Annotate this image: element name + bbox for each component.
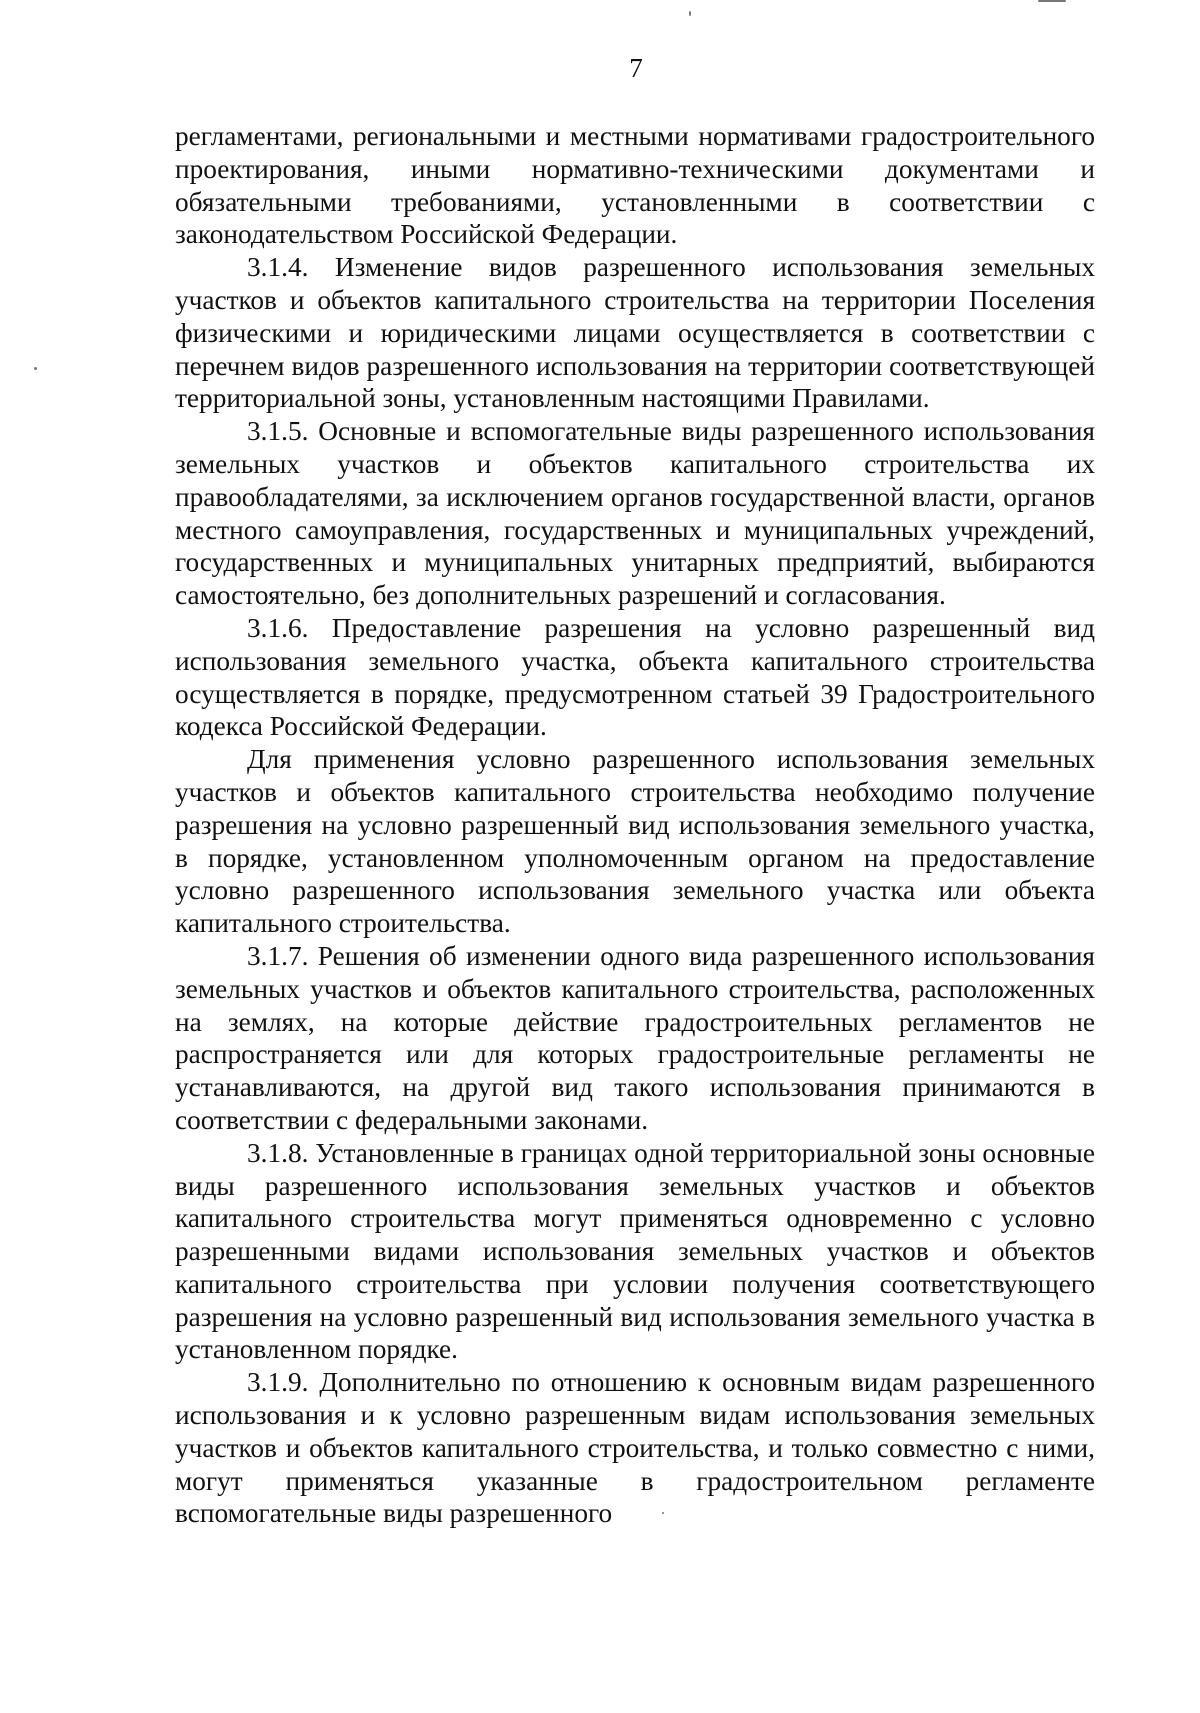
paragraph-3-1-8: 3.1.8. Установленные в границах одной территориальной зоны основные виды разрешенного использования земельных участков и объектов капитального строительства могут применяться одновременно с условно разрешенными видами использования земельных участков и объектов капитального строительства при условии получения соответствующего разрешения на условно разрешенный вид использования земельного участка в установленном порядке.	[175, 1137, 1095, 1365]
scan-speck	[662, 1512, 664, 1514]
paragraph-3-1-5: 3.1.5. Основные и вспомогательные виды разрешенного использования земельных участков и объектов капитального строительства их правообладателями, за исключением органов государственной власти, органов местного самоуправления, государственных и муниципальных учреждений, государственных и муниципальных унитарных предприятий, выбираются самостоятельно, без дополнительных разрешений и согласования.	[175, 416, 1095, 611]
paragraph-3-1-6: 3.1.6. Предоставление разрешения на условно разрешенный вид использования земельного участка, объекта капитального строительства осуществляется в порядке, предусмотренном статьей 39 Градостроительного кодекса Российской Федерации.	[175, 612, 1095, 742]
scan-speck	[689, 11, 691, 16]
paragraph-conditional-use: Для применения условно разрешенного использования земельных участков и объектов капитального строительства необходимо получение разрешения на условно разрешенный вид использования земельного участка, в порядке, установленном уполномоченным органом на предоставление условно разрешенного использования земельного участка или объекта капитального строительства.	[175, 744, 1095, 939]
paragraph-3-1-9: 3.1.9. Дополнительно по отношению к основным видам разрешенного использования и к условно разрешенным видам использования земельных участков и объектов капитального строительства, и только совместно с ними, могут применяться указанные в градостроительном регламенте вспомогательные виды разрешенного	[175, 1367, 1095, 1529]
paragraph-3-1-4: 3.1.4. Изменение видов разрешенного использования земельных участков и объектов капитального строительства на территории Поселения физическими и юридическими лицами осуществляется в соответствии с перечнем видов разрешенного использования на территории соответствующей территориальной зоны, установленным настоящими Правилами.	[175, 252, 1095, 414]
document-body	[175, 120, 1095, 1530]
scan-speck	[34, 367, 37, 370]
page-number: 7	[629, 53, 643, 83]
paragraph-continuation: регламентами, региональными и местными нормативами градостроительного проектирования, иными нормативно-техническими документами и обязательными требованиями, установленными в соответствии с законодательством Российской Федерации.	[175, 121, 1095, 250]
scan-speck	[1038, 0, 1066, 2]
paragraph-3-1-7: 3.1.7. Решения об изменении одного вида разрешенного использования земельных участков и объектов капитального строительства, расположенных на землях, на которые действие градостроительных регламентов не распространяется или для которых градостроительные регламенты не устанавливаются, на другой вид такого использования принимаются в соответствии с федеральными законами.	[175, 940, 1095, 1135]
